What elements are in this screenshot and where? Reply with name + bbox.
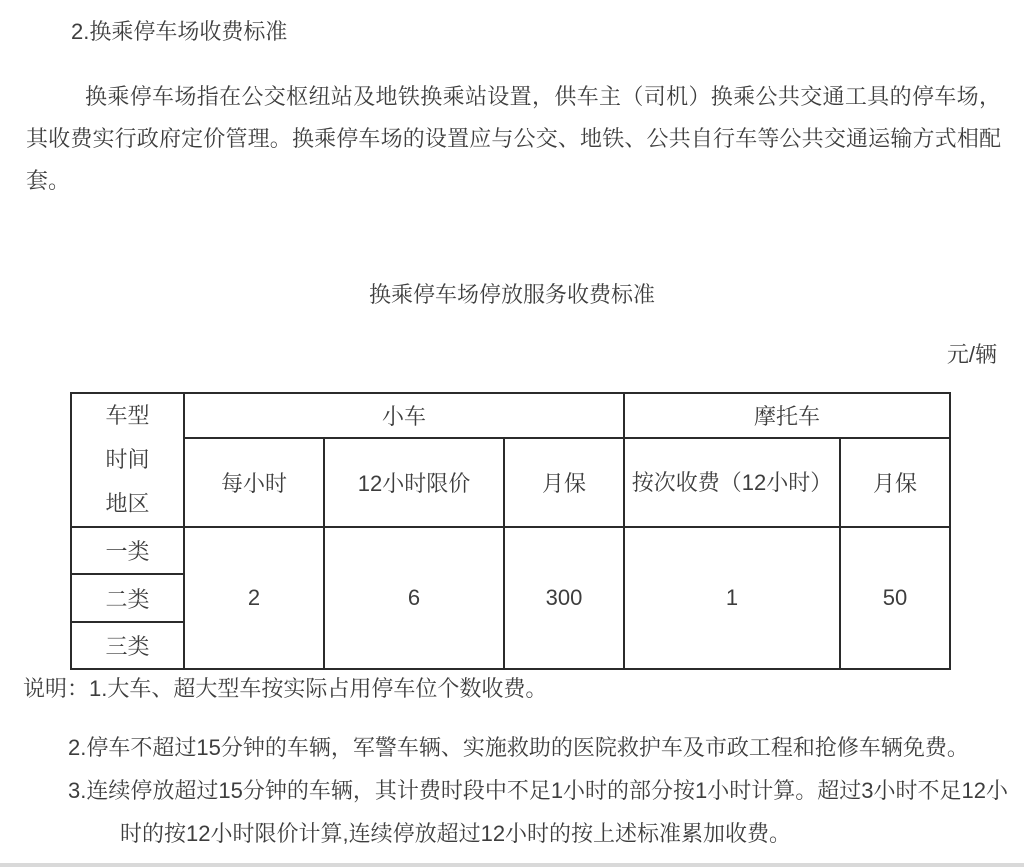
unit-label: 元/辆 [946, 342, 997, 367]
group-header-motorcycle: 摩托车 [624, 393, 950, 438]
intro-paragraph: 换乘停车场指在公交枢纽站及地铁换乘站设置，供车主（司机）换乘公共交通工具的停车场，其收费实行政府定价管理。换乘停车场的设置应与公交、地铁、公共自行车等公共交通运输方式相配套。 [26, 84, 1001, 193]
corner-header-cell [71, 393, 184, 527]
group-header-car: 小车 [184, 393, 624, 438]
row-label-class1: 一类 [71, 527, 184, 574]
note-3: 3.连续停放超过15分钟的车辆，其计费时段中不足1小时的部分按1小时计算。超过3小时不足12小时的按12小时限价计算,连续停放超过12小时的按上述标准累加收费。 [68, 778, 1008, 846]
table-title: 换乘停车场停放服务收费标准 [368, 282, 655, 307]
col-header-hourly: 每小时 [184, 438, 324, 527]
row-label-class3: 三类 [71, 622, 184, 669]
col-header-per-use: 按次收费（12小时） [624, 438, 840, 527]
note-1: 说明：1.大车、超大型车按实际占用停车位个数收费。 [23, 676, 548, 701]
table-row [71, 527, 950, 574]
row-label-class2: 二类 [71, 574, 184, 622]
corner-line-vehicle-type: 车型 [105, 403, 150, 428]
value-moto-per-use: 1 [624, 527, 840, 669]
corner-line-area: 地区 [105, 491, 150, 516]
value-car-12h-cap: 6 [324, 527, 504, 669]
value-car-monthly: 300 [504, 527, 624, 669]
note-2: 2.停车不超过15分钟的车辆，军警车辆、实施救助的医院救护车及市政工程和抢修车辆免费。 [68, 735, 969, 760]
fee-table [70, 392, 951, 670]
value-moto-monthly: 50 [840, 527, 950, 669]
col-header-moto-monthly: 月保 [840, 438, 950, 527]
col-header-12h-cap: 12小时限价 [324, 438, 504, 527]
col-header-car-monthly: 月保 [504, 438, 624, 527]
section-heading: 2.换乘停车场收费标准 [71, 19, 288, 44]
bottom-edge-divider [0, 863, 1024, 867]
corner-line-time: 时间 [105, 447, 150, 472]
value-car-hourly: 2 [184, 527, 324, 669]
